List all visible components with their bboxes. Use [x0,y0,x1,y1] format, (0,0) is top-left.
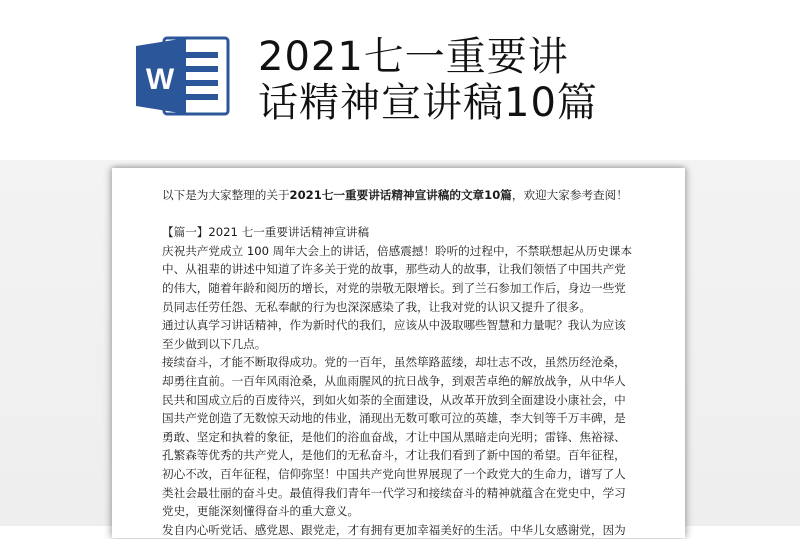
intro-line [162,186,648,205]
paragraph-line: 国共产党创造了无数惊天动地的伟业，涌现出无数可歌可泣的英雄，李大钊等千万丰碑，是 [162,411,626,426]
paragraph-line: 通过认真学习讲话精神，作为新时代的我们，应该从中汲取哪些智慧和力量呢？我认为应该 [162,318,626,333]
paragraph-line: 勇敢、坚定和执着的象征，是他们的浴血奋战，才让中国从黑暗走向光明；雷锋、焦裕禄、 [162,429,626,444]
paragraph-line: 却勇往直前。一百年风雨沧桑，从血雨腥风的抗日战争，到艰苦卓绝的解放战争，从中华人 [162,373,626,388]
paragraph-line: 民共和国成立后的百废待兴，到如火如荼的全面建设，从改革开放到全面建设小康社会，中 [162,392,626,407]
paragraph-line: 庆祝共产党成立 100 周年大会上的讲话，倍感震撼！聆听的过程中，不禁联想起从历史课本 [162,243,633,258]
svg-text:W: W [145,63,175,96]
paragraph-line: 中、从祖辈的讲述中知道了许多关于党的故事，那些动人的故事，让我们领悟了中国共产党 [162,262,626,277]
paragraph-line: 初心不改，百年征程，信仰弥坚！中国共产党向世界展现了一个政党大的生命力，谱写了人 [162,466,626,481]
document-body [162,186,648,539]
paragraph-line: 至少做到以下几点。 [162,336,267,351]
title-line-2: 话精神宣讲稿10篇 [258,80,598,126]
title-line-1: 2021七一重要讲 [258,34,569,80]
paragraph-line: 接续奋斗，才能不断取得成功。党的一百年，虽然筚路蓝缕，却壮志不改，虽然历经沧桑， [162,355,626,370]
paragraph-line: 的伟大，随着年龄和阅历的增长，对党的崇敬无限增长。到了兰石参加工作后，身边一些党 [162,280,626,295]
page-title [258,34,598,126]
spacer [162,205,648,224]
paragraph-line: 类社会最壮丽的奋斗史。最值得我们青年一代学习和接续奋斗的精神就蕴含在党史中，学习 [162,485,626,500]
intro-prefix: 以下是为大家整理的关于 [162,188,290,202]
section-heading: 【篇一】2021 七一重要讲话精神宣讲稿 [162,225,370,240]
paragraph-line: 孔繁森等优秀的共产党人，是他们的无私奋斗，才让我们看到了新中国的希望。百年征程， [162,448,626,463]
word-document-icon [130,34,234,118]
intro-suffix: ，欢迎大家参考查阅！ [511,188,628,202]
paragraph-line: 发自内心听党话、感党恩、跟党走，才有拥有更加幸福美好的生活。中华儿女感谢党，因为 [162,522,626,537]
paragraph-line: 党史，更能深刻懂得奋斗的重大意义。 [162,504,360,519]
intro-bold: 2021七一重要讲话精神宣讲稿的文章10篇 [289,188,512,202]
paragraph-line: 员同志任劳任怨、无私奉献的行为也深深感染了我，让我对党的认识又提升了很多。 [162,299,591,314]
header [0,0,800,160]
